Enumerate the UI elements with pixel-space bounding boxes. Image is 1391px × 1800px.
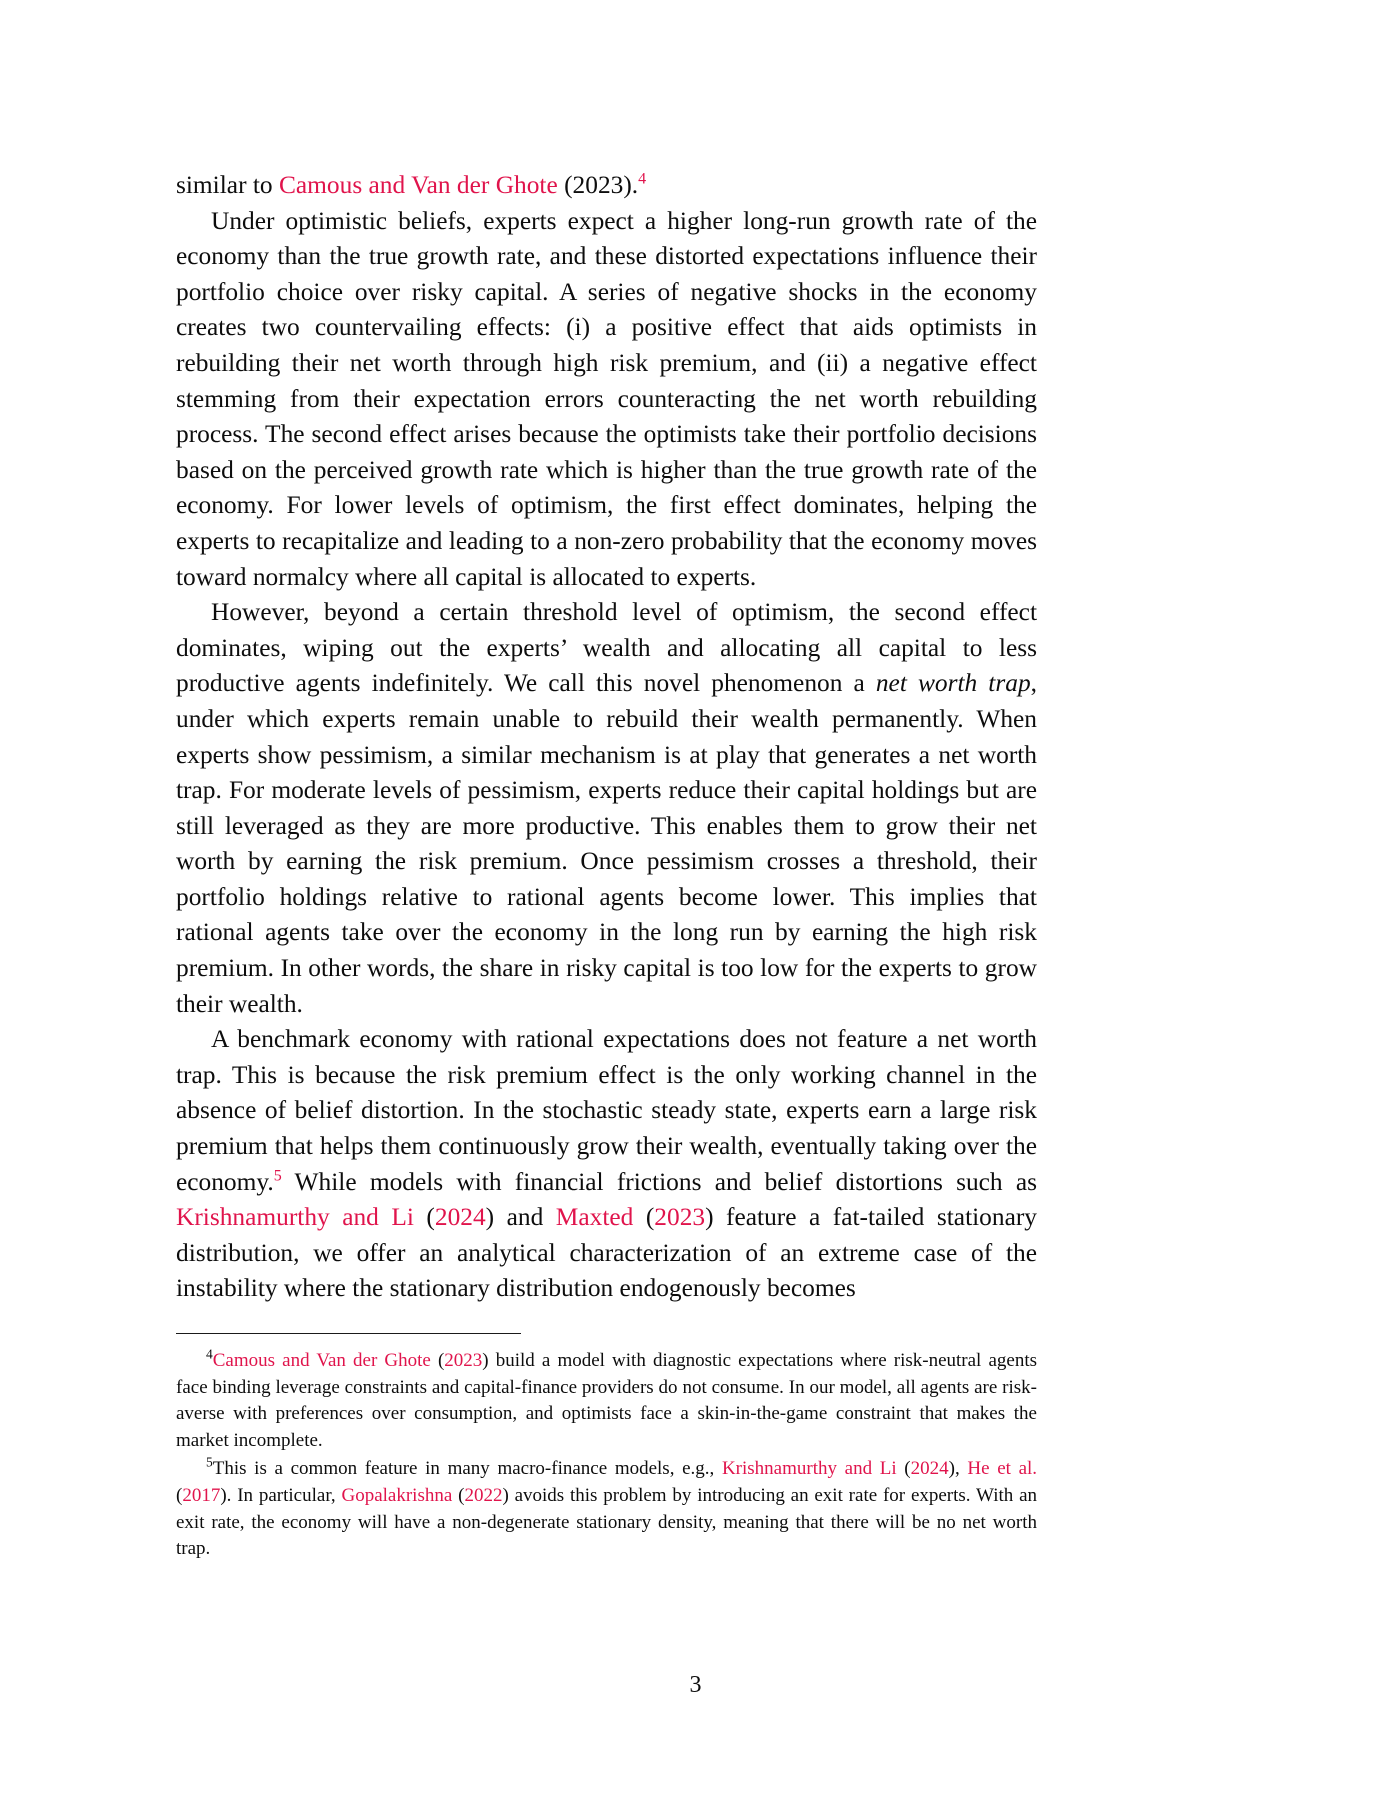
citation-link-camous-van-der-ghote[interactable]: Camous and Van der Ghote: [278, 171, 558, 199]
paragraph-continuation: [176, 168, 1037, 204]
paragraph-net-worth-trap: [176, 595, 1037, 1022]
footnote-5: [176, 1456, 1037, 1562]
citation-year-maxted[interactable]: 2023: [654, 1203, 706, 1232]
footnote-text-4: ) build a model with diagnostic expectations where risk-neutral agents face binding leverage constraints and capital-finance providers do not consume. In our model, all agents are risk-averse with preferences over consumption, and optimists face a skin-in-the-game constraint that makes the market incomplete.: [176, 1350, 1037, 1451]
paragraph-text-part-b: While models with financial frictions and belief distortions such as: [281, 1167, 1037, 1196]
main-text-column: [176, 168, 1037, 1307]
footnote-mid-text-1: ,: [954, 1458, 968, 1480]
paren-close-2: ): [705, 1203, 714, 1232]
footnote-number-4: 4: [206, 1346, 213, 1362]
paren-close: ): [485, 1203, 495, 1232]
fn-paren-open-3: (: [452, 1484, 465, 1506]
footnote-citation-year-camous[interactable]: 2023: [444, 1350, 483, 1371]
paragraph-text-part-a: However, beyond a certain threshold level of optimism, the second effect dominates, wiping out the experts’ wealth and allocating all capital to less productive agents indefinitely. We call this novel phenomenon a: [176, 598, 1037, 698]
footnote-separator-rule: [176, 1333, 521, 1334]
footnote-section: [176, 1333, 1037, 1563]
fn-paren-close-2: ): [220, 1484, 227, 1506]
citation-year-text: (2023).: [557, 171, 639, 199]
footnote-citation-camous-van-der-ghote[interactable]: Camous and Van der Ghote: [212, 1350, 431, 1371]
footnote-citation-gopalakrishna[interactable]: Gopalakrishna: [341, 1484, 453, 1506]
citation-link-maxted[interactable]: Maxted: [555, 1203, 634, 1232]
paragraph-text-part-b: , under which experts remain unable to rebuild their wealth permanently. When experts show pessimism, a similar mechanism is at play that generates a net worth trap. For moderate levels of pessimism, experts reduce their capital holdings but are still leveraged as they are more productive. This enables them to grow their net worth by earning the risk premium. Once pessimism crosses a threshold, their portfolio holdings relative to rational agents become lower. This implies that rational agents take over the economy in the long run by earning the high risk premium. In other words, the share in risky capital is too low for the experts to grow their wealth.: [176, 669, 1037, 1018]
fn-paren-open-2: (: [176, 1484, 183, 1506]
footnote-citation-he-et-al[interactable]: He et al.: [967, 1458, 1038, 1480]
fn-paren-open-1: (: [896, 1458, 911, 1480]
italic-term-net-worth-trap: net worth trap: [875, 669, 1031, 698]
footnote-reference-5[interactable]: 5: [273, 1167, 282, 1185]
paragraph-text-part-d: feature a fat-tailed stationary distribution, we offer an analytical characterization of an extreme case of the instability where the stationary distribution endogenously becomes: [176, 1203, 1037, 1303]
footnote-lead-text: This is a common feature in many macro-finance models, e.g.,: [212, 1458, 722, 1480]
footnote-paren-open: (: [430, 1350, 445, 1371]
footnote-reference-4[interactable]: 4: [638, 170, 647, 188]
page-number: 3: [689, 1672, 702, 1698]
footnote-mid-text-2: . In particular,: [226, 1484, 342, 1506]
paragraph-text-part-a: A benchmark economy with rational expectations does not feature a net worth trap. This is because the risk premium effect is the only working channel in the absence of belief distortion. In the stochastic steady state, experts earn a large risk premium that helps them continuously grow their wealth, eventually taking over the economy.: [176, 1025, 1037, 1196]
paragraph-optimistic-beliefs: Under optimistic beliefs, experts expect a higher long-run growth rate of the economy than the true growth rate, and these distorted expectations influence their portfolio choice over risky capital. A series of negative shocks in the economy creates two countervailing effects: (i) a positive effect that aids optimists in rebuilding their net worth through high risk premium, and (ii) a negative effect stemming from their expectation errors counteracting the net worth rebuilding process. The second effect arises because the optimists take their portfolio decisions based on the perceived growth rate which is higher than the true growth rate of the economy. For lower levels of optimism, the first effect dominates, helping the experts to recapitalize and leading to a non-zero probability that the economy moves toward normalcy where all capital is allocated to experts.: [176, 206, 1037, 591]
footnote-citation-krishnamurthy-li[interactable]: Krishnamurthy and Li: [721, 1458, 897, 1480]
citation-link-krishnamurthy-li[interactable]: Krishnamurthy and Li: [176, 1203, 414, 1232]
footnote-citation-year-krishnamurthy[interactable]: 2024: [910, 1458, 949, 1480]
paren-open: (: [413, 1203, 435, 1232]
paragraph-lead-text: similar to: [176, 171, 279, 199]
citation-year-krishnamurthy-li[interactable]: 2024: [434, 1203, 486, 1232]
footnote-tail-text: avoids this problem by introducing an exit rate for experts. With an exit rate, the economy will have a non-degenerate stationary density, meaning that there will be no net worth trap.: [176, 1484, 1038, 1560]
fn-paren-close-3: ): [502, 1484, 509, 1506]
footnote-4: [176, 1348, 1037, 1454]
paragraph-text-part-c: and: [494, 1203, 556, 1232]
paragraph-benchmark-economy: [176, 1022, 1037, 1307]
fn-paren-close-1: ): [948, 1458, 955, 1480]
footnote-citation-year-he[interactable]: 2017: [182, 1484, 221, 1506]
footnote-number-5: 5: [206, 1455, 213, 1471]
footnote-citation-year-gopalakrishna[interactable]: 2022: [464, 1484, 503, 1506]
paren-open-2: (: [633, 1203, 655, 1232]
